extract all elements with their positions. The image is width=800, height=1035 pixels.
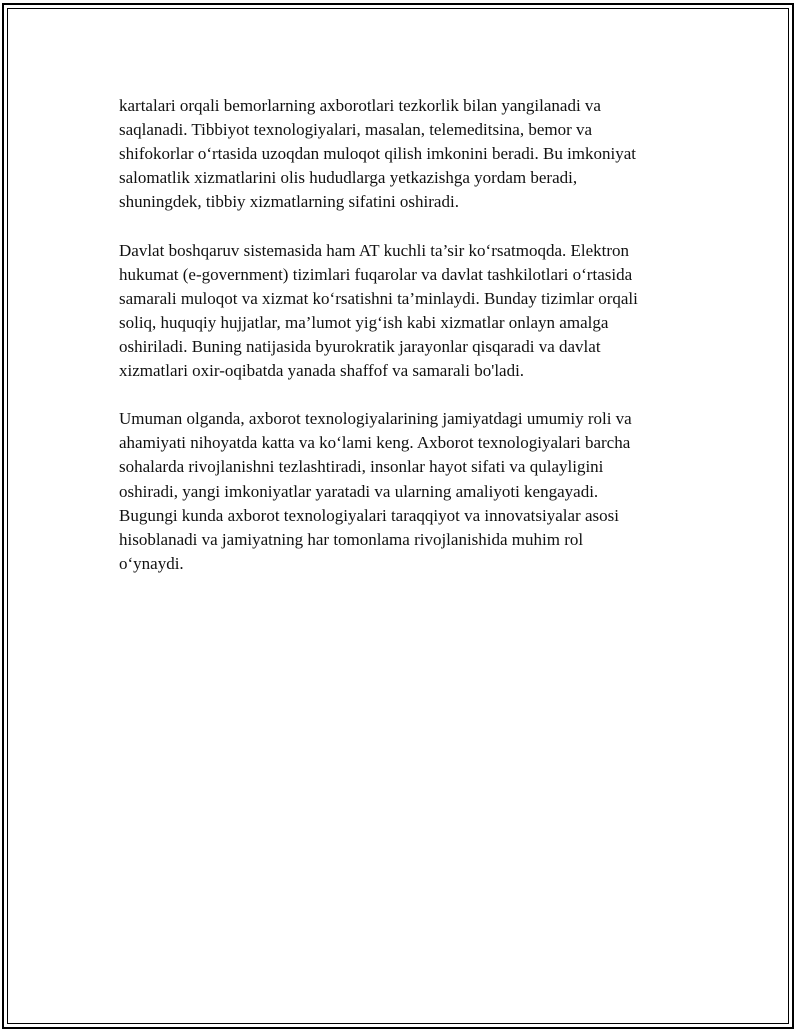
paragraph-conclusion: Umuman olganda, axborot texnologiyalarining jamiyatdagi umumiy roli va ahamiyati nihoyatda katta va ko‘lami keng. Axborot texnologiyalari barcha sohalarda rivojlanishni tezlashtiradi, insonlar hayot sifati va qulayligini oshiradi, yangi imkoniyatlar yaratadi va ularning amaliyoti kengayadi. Bugungi kunda axborot texnologiyalari taraqqiyot va innovatsiyalar asosi hisoblanadi va jamiyatning har tomonlama rivojlanishida muhim rol o‘ynaydi. bbox=[119, 409, 632, 573]
paragraph-healthcare: kartalari orqali bemorlarning axborotlari tezkorlik bilan yangilanadi va saqlanadi. Tibbiyot texnologiyalari, masalan, telemeditsina, bemor va shifokorlar o‘rtasida uzoqdan muloqot qilish imkonini beradi. Bu imkoniyat salomatlik xizmatlarini olis hududlarga yetkazishga yordam beradi, shuningdek, tibbiy xizmatlarning sifatini oshiradi. bbox=[119, 96, 637, 212]
paragraph-e-government: Davlat boshqaruv sistemasida ham AT kuchli ta’sir ko‘rsatmoqda. Elektron hukumat (e-government) tizimlari fuqarolar va davlat tashkilotlari o‘rtasida samarali muloqot va xizmat ko‘rsatishni ta’minlaydi. Bunday tizimlar orqali soliq, huquqiy hujjatlar, ma’lumot yig‘ish kabi xizmatlar onlayn amalga oshiriladi. Buning natijasida byurokratik jarayonlar qisqaradi va davlat xizmatlari oxir-oqibatda yanada shaffof va samarali bo'ladi. bbox=[119, 240, 638, 381]
document-body bbox=[119, 94, 689, 600]
